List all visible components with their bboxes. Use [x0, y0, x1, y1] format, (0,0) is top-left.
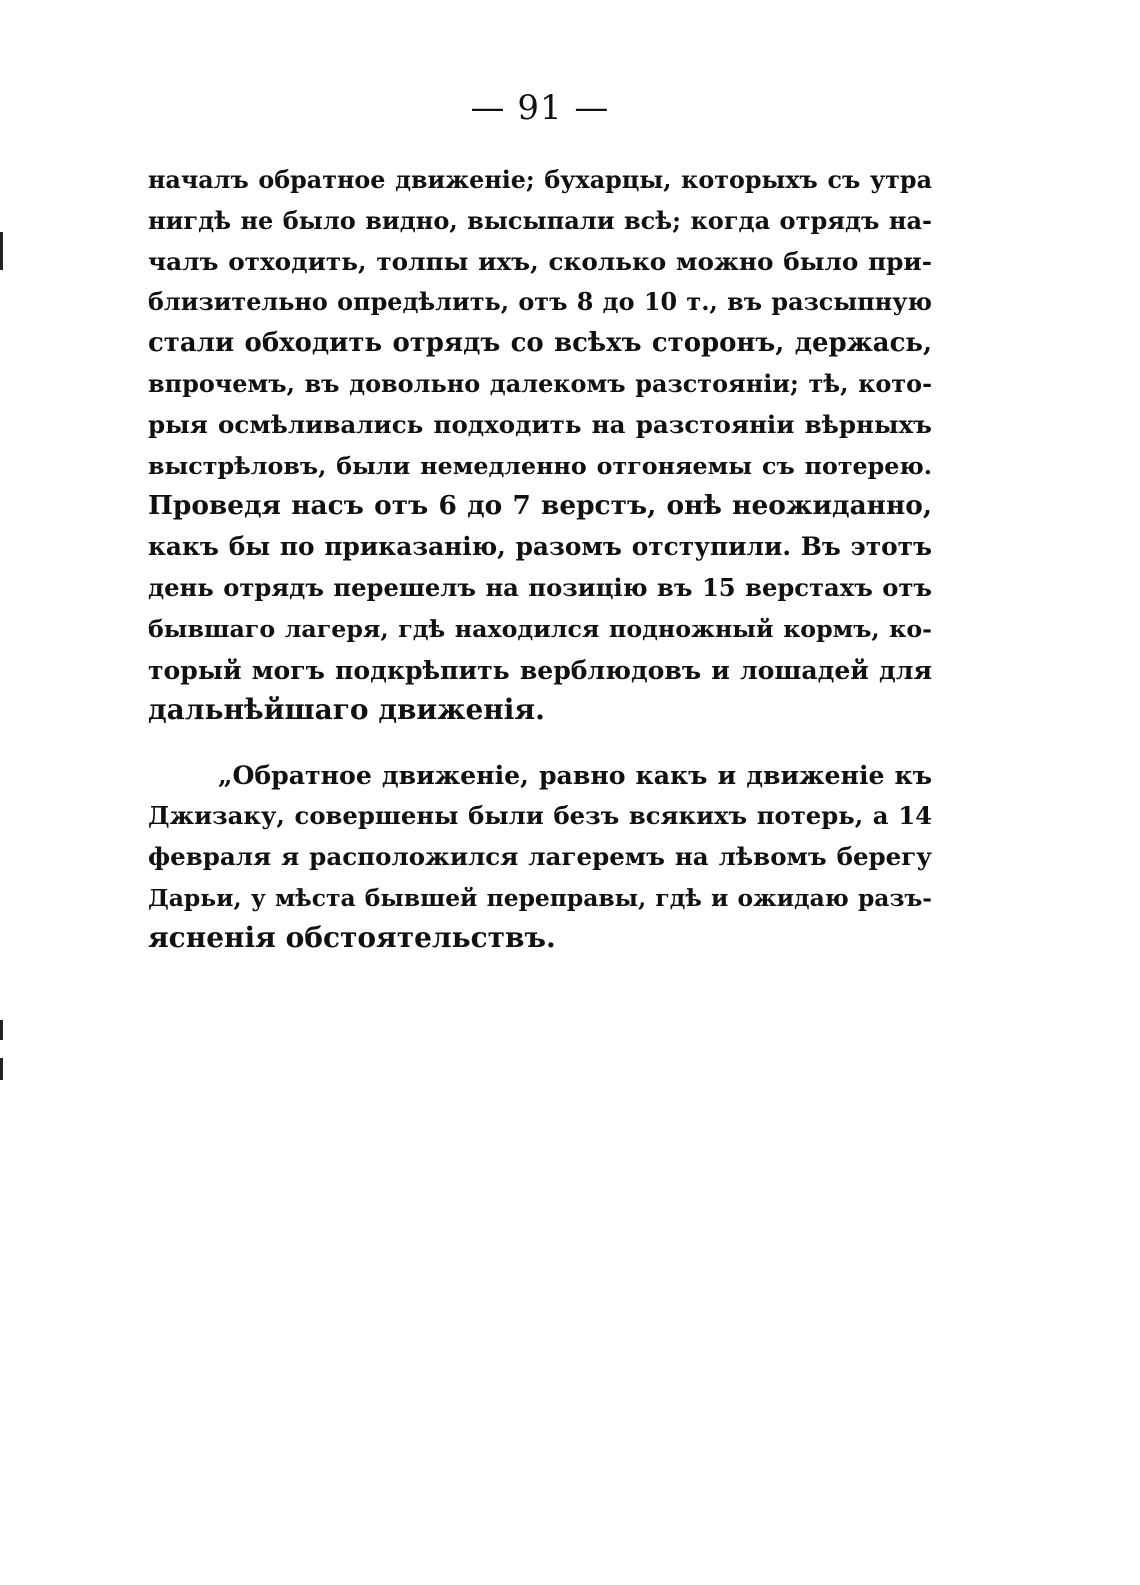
text-line: февраля я расположился лагеремъ на лѣвомъ берегу	[148, 841, 932, 871]
text-line: Проведя насъ отъ 6 до 7 верстъ, онѣ неожиданно,	[148, 490, 932, 522]
text-line: выстрѣловъ, были немедленно отгоняемы съ потерею.	[148, 451, 932, 480]
text-line: Джизаку, совершены были безъ всякихъ потерь, а 14	[148, 800, 932, 830]
text-line: Дарьи, у мѣста бывшей переправы, гдѣ и ожидаю разъ-	[148, 883, 932, 912]
margin-scan-mark	[0, 1020, 3, 1040]
text-line: день отрядъ перешелъ на позицію въ 15 верстахъ отъ	[148, 572, 932, 602]
text-line: нигдѣ не было видно, высыпали всѣ; когда отрядъ на-	[148, 205, 932, 235]
margin-scan-mark	[0, 232, 3, 270]
text-line: дальнѣйшаго движенія.	[148, 693, 545, 727]
text-line: „Обратное движеніе, равно какъ и движеніе къ	[218, 760, 932, 791]
text-line: бывшаго лагеря, гдѣ находился подножный кормъ, ко-	[148, 614, 932, 643]
text-line: впрочемъ, въ довольно далекомъ разстояніи; тѣ, кото-	[148, 369, 932, 398]
text-line: началъ обратное движеніе; бухарцы, которыхъ съ утра	[148, 166, 932, 194]
page-number: — 91 —	[470, 88, 610, 128]
text-line: рыя осмѣливались подходить на разстояніи вѣрныхъ	[148, 409, 932, 439]
paragraph-1	[148, 160, 932, 731]
text-line: ясненія обстоятельствъ.	[148, 921, 556, 955]
body-text	[148, 160, 932, 959]
margin-scan-mark	[0, 1058, 3, 1080]
text-line: стали обходить отрядъ со всѣхъ сторонъ, держась,	[148, 328, 932, 359]
text-line: какъ бы по приказанію, разомъ отступили. Въ этотъ	[148, 532, 932, 562]
text-line: торый могъ подкрѣпить верблюдовъ и лошадей для	[148, 654, 932, 685]
paragraph-2	[148, 755, 932, 959]
text-line: чалъ отходить, толпы ихъ, сколько можно было при-	[148, 246, 932, 276]
text-line: близительно опредѣлить, отъ 8 до 10 т., въ разсыпную	[148, 288, 932, 317]
